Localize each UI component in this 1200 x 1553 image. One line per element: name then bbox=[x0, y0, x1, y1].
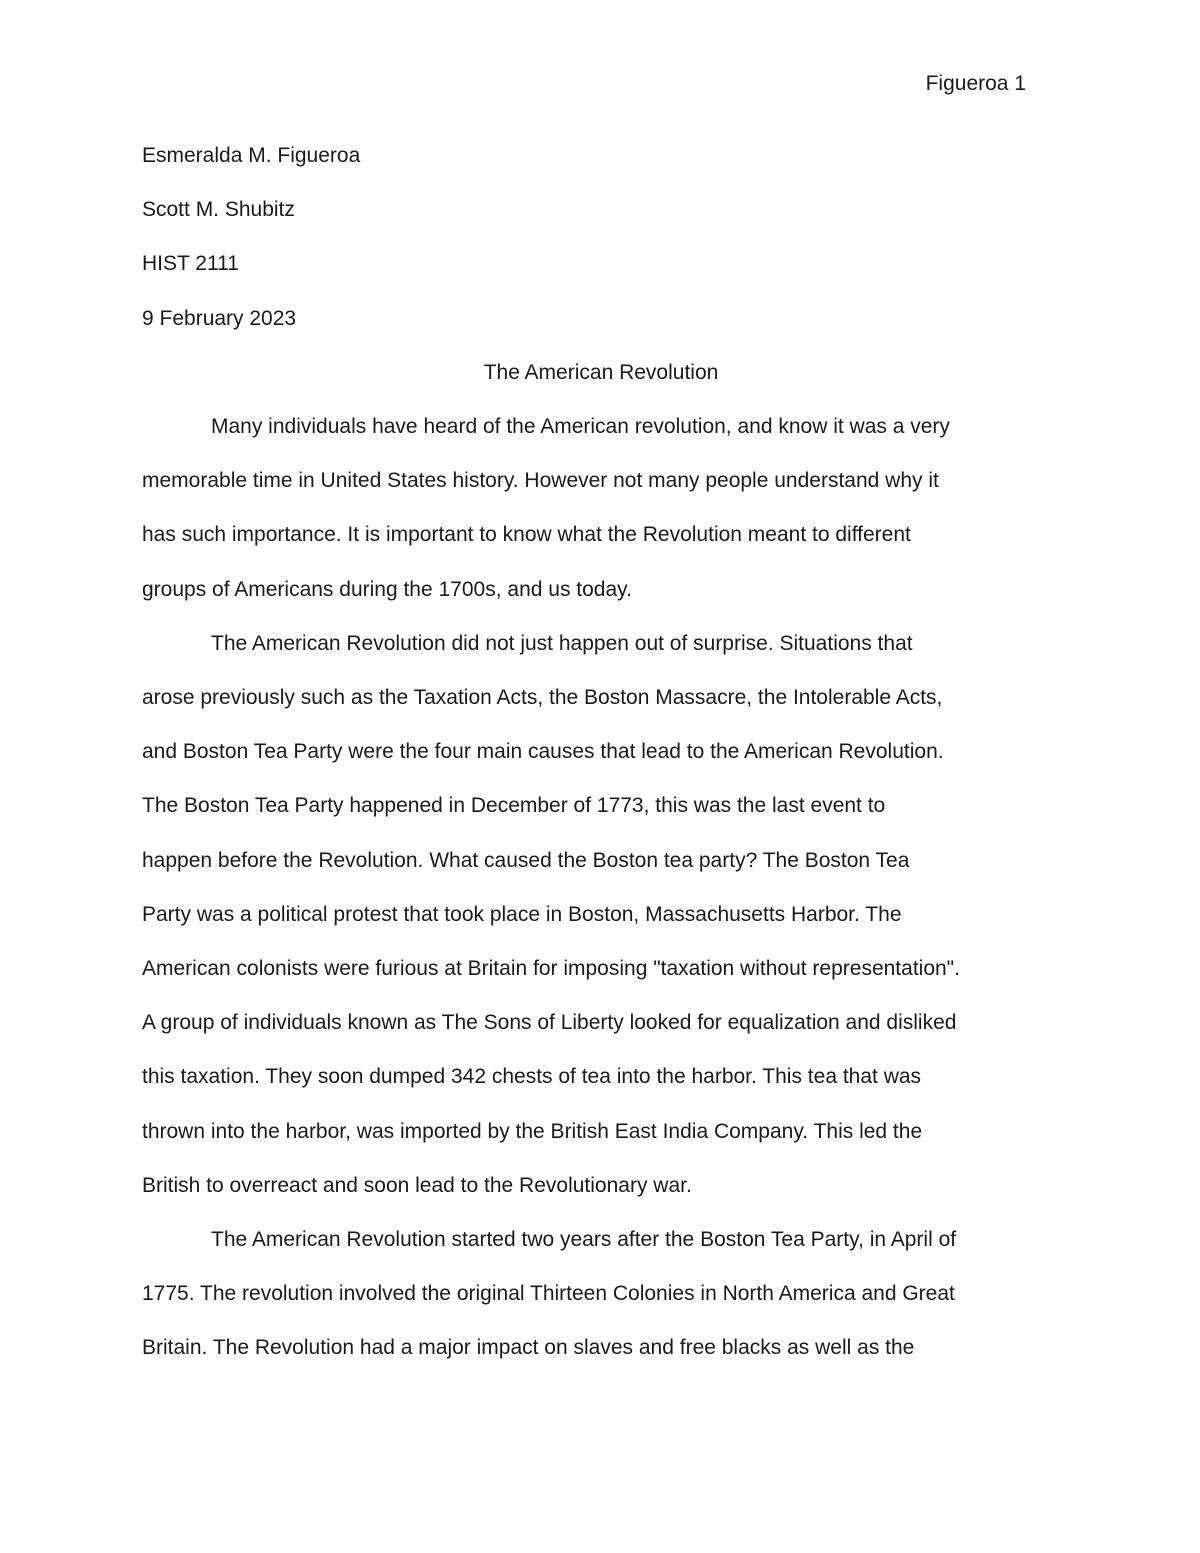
document-date: 9 February 2023 bbox=[142, 306, 297, 330]
paragraph-line: thrown into the harbor, was imported by the British East India Company. This led the bbox=[142, 1119, 923, 1143]
paragraph-3 bbox=[142, 1213, 1060, 1376]
paragraph-line: The American Revolution did not just happen out of surprise. Situations that bbox=[211, 631, 913, 655]
document-body bbox=[142, 129, 1060, 1376]
paragraph-line: A group of individuals known as The Sons of Liberty looked for equalization and disliked bbox=[142, 1011, 957, 1035]
paragraph-line: British to overreact and soon lead to the Revolutionary war. bbox=[142, 1173, 692, 1197]
paragraph-line: happen before the Revolution. What caused the Boston tea party? The Boston Tea bbox=[142, 848, 910, 872]
paragraph-line: and Boston Tea Party were the four main causes that lead to the American Revolution. bbox=[142, 740, 944, 764]
paragraph-line: arose previously such as the Taxation Acts, the Boston Massacre, the Intolerable Acts, bbox=[142, 686, 943, 710]
paragraph-1 bbox=[142, 400, 1060, 617]
paragraph-line: American colonists were furious at Britain for imposing "taxation without representation". bbox=[142, 957, 960, 981]
paragraph-line: 1775. The revolution involved the original Thirteen Colonies in North America and Great bbox=[142, 1282, 955, 1306]
paragraph-line: this taxation. They soon dumped 342 chests of tea into the harbor. This tea that was bbox=[142, 1065, 922, 1089]
paragraph-line: Many individuals have heard of the American revolution, and know it was a very bbox=[211, 415, 950, 439]
paragraph-line: The Boston Tea Party happened in December of 1773, this was the last event to bbox=[142, 794, 886, 818]
paragraph-line: has such importance. It is important to know what the Revolution meant to different bbox=[142, 523, 911, 547]
paragraph-line: Party was a political protest that took place in Boston, Massachusetts Harbor. The bbox=[142, 902, 902, 926]
running-head: Figueroa 1 bbox=[925, 72, 1026, 95]
paragraph-line: Britain. The Revolution had a major impact on slaves and free blacks as well as the bbox=[142, 1336, 915, 1360]
essay-title: The American Revolution bbox=[483, 360, 719, 384]
paragraph-line: The American Revolution started two years after the Boston Tea Party, in April of bbox=[211, 1228, 957, 1252]
course-name: HIST 2111 bbox=[142, 252, 239, 276]
paragraph-line: groups of Americans during the 1700s, and us today. bbox=[142, 577, 632, 601]
instructor-name: Scott M. Shubitz bbox=[142, 198, 295, 222]
paragraph-line: memorable time in United States history. However not many people understand why it bbox=[142, 469, 939, 493]
paragraph-2 bbox=[142, 617, 1060, 1213]
author-name: Esmeralda M. Figueroa bbox=[142, 144, 361, 167]
